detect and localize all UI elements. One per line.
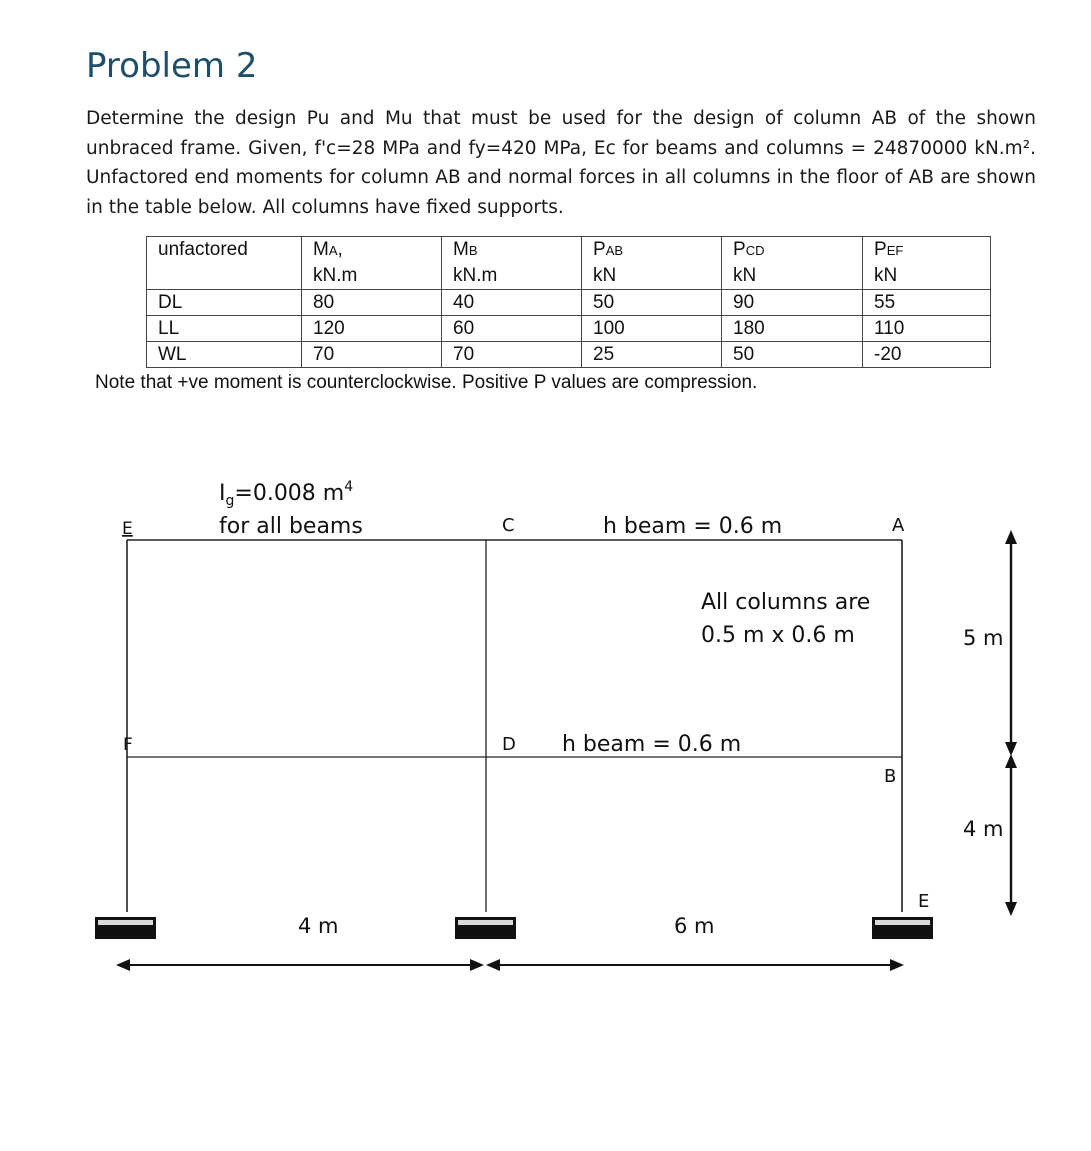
problem-line-2: unbraced frame. Given, f'c=28 MPa and fy=420 MPa, Ec for beams and columns = 24870000 kN.m². — [86, 137, 1036, 159]
inertia-subscript: g — [225, 493, 235, 509]
fixed-support-left-face — [98, 920, 153, 925]
node-label-d: D — [502, 734, 516, 755]
header-unit: kN — [593, 265, 617, 286]
table-cell: 25 — [582, 342, 722, 368]
arrowhead-lower-bottom — [1005, 902, 1017, 916]
arrowhead-left-end — [470, 959, 484, 971]
span-left-label: 4 m — [298, 914, 339, 938]
problem-line-1: Determine the design Pu and Mu that must be used for the design of column AB of the shown — [86, 108, 1036, 129]
inertia-superscript: 4 — [344, 479, 354, 495]
arrowhead-upper-top — [1005, 530, 1017, 544]
arrowhead-right-end — [890, 959, 904, 971]
header-main: M — [313, 239, 329, 260]
table-cell: 110 — [863, 316, 991, 342]
arrowhead-upper-bottom — [1005, 742, 1017, 756]
inertia-label — [219, 479, 353, 509]
column-size-label-line-1: All columns are — [701, 590, 871, 615]
header-main: P — [593, 239, 606, 260]
table-cell: 50 — [722, 342, 863, 368]
header-sub: EF — [886, 243, 904, 258]
node-label-c: C — [502, 515, 515, 536]
table-cell: 70 — [442, 342, 582, 368]
middle-beam-depth-label: h beam = 0.6 m — [562, 732, 742, 757]
height-lower-label: 4 m — [963, 817, 1004, 841]
header-sub: CD — [745, 243, 765, 258]
table-cell: 180 — [722, 316, 863, 342]
problem-line-4: in the table below. All columns have fixed supports. — [86, 196, 564, 218]
problem-line-3: Unfactored end moments for column AB and normal forces in all columns in the floor of AB are shown — [86, 167, 1036, 188]
column-size-label-line-2: 0.5 m x 0.6 m — [701, 623, 855, 648]
problem-title: Problem 2 — [86, 46, 258, 86]
header-unit: kN — [733, 265, 757, 286]
table-cell: 80 — [302, 290, 442, 316]
table-cell: 70 — [302, 342, 442, 368]
table-cell: WL — [147, 342, 302, 368]
arrowhead-left-start — [116, 959, 130, 971]
fixed-support-center-face — [458, 920, 513, 925]
table-cell: -20 — [863, 342, 991, 368]
inertia-value: =0.008 m — [234, 481, 345, 506]
table-cell: 100 — [582, 316, 722, 342]
table-cell: LL — [147, 316, 302, 342]
header-main: P — [733, 239, 746, 260]
header-sub: B — [468, 243, 478, 258]
header-unit: kN — [874, 265, 898, 286]
height-upper-label: 5 m — [963, 626, 1004, 650]
table-cell: DL — [147, 290, 302, 316]
node-label-a: A — [892, 515, 905, 536]
node-label-e-top: E — [122, 519, 133, 539]
header-label: unfactored — [158, 239, 248, 260]
header-suffix: , — [337, 239, 343, 260]
table-cell: 120 — [302, 316, 442, 342]
table-cell: 55 — [863, 290, 991, 316]
header-unit: kN.m — [313, 265, 358, 286]
inertia-symbol: I — [219, 481, 226, 506]
arrowhead-lower-top — [1005, 754, 1017, 768]
header-sub: AB — [605, 243, 624, 258]
header-main: M — [453, 239, 469, 260]
node-label-f: F — [123, 735, 133, 755]
table-cell: 40 — [442, 290, 582, 316]
header-unit: kN.m — [453, 265, 498, 286]
node-label-e-bottom: E — [918, 891, 930, 912]
table-cell: 50 — [582, 290, 722, 316]
arrowhead-right-start — [486, 959, 500, 971]
node-label-b: B — [884, 766, 897, 787]
sign-convention-note: Note that +ve moment is counterclockwise. Positive P values are compression. — [95, 372, 758, 393]
top-beam-depth-label: h beam = 0.6 m — [603, 514, 783, 539]
table-cell: 90 — [722, 290, 863, 316]
span-right-label: 6 m — [674, 914, 715, 938]
header-main: P — [874, 239, 887, 260]
inertia-scope-label: for all beams — [219, 514, 363, 539]
table-cell: 60 — [442, 316, 582, 342]
fixed-support-right-face — [875, 920, 930, 925]
header-sub: A — [328, 243, 338, 258]
